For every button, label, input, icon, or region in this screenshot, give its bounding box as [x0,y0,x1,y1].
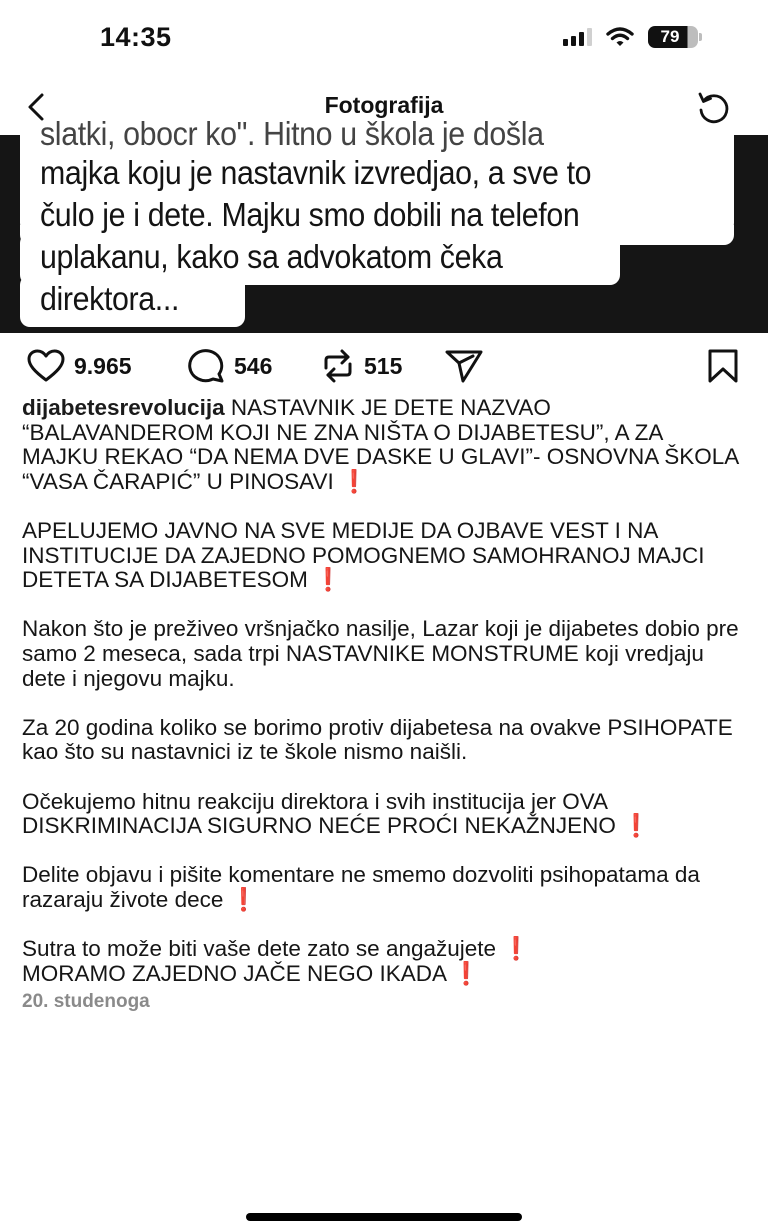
status-icons [563,26,702,48]
like-button[interactable] [26,343,132,389]
caption-paragraph [22,716,742,765]
battery-level: 79 [660,27,680,46]
signal-icon [563,28,592,46]
comment-button[interactable] [186,343,272,389]
home-indicator[interactable] [246,1213,522,1221]
action-bar [0,343,768,389]
exclamation-icon: ❗ [502,936,531,962]
username-link[interactable]: dijabetesrevolucija [22,395,225,420]
exclamation-icon: ❗ [314,567,343,593]
caption-text: NASTAVNIK JE DETE NAZVAO “BALAVANDEROM KOJI NE ZNA NIŠTA O DIJABETESU”, A ZA MAJKU REKAO “DA NEMA DVE DASKE U GLAVI”- OSNOVNA ŠKOLA “VASA ČARAPIĆ” U PINOSAVI [22,395,739,494]
caption-paragraph [22,863,742,912]
caption-paragraph [22,790,742,839]
like-count: 9.965 [74,352,132,379]
battery-icon [648,26,702,48]
comment-count: 546 [234,352,273,379]
status-bar [0,0,768,80]
caption-text: Očekujemo hitnu reakciju direktora i svih institucija jer OVA DISKRIMINACIJA SIGURNO NEĆE PROĆI NEKAŽNJENO [22,788,616,839]
story-text-line: direktora... [40,280,180,317]
heart-icon [26,349,66,383]
repost-icon [320,346,356,386]
exclamation-icon: ❗ [622,813,651,839]
share-icon [444,348,484,384]
refresh-icon[interactable] [694,88,734,128]
caption-text: Sutra to može biti vaše dete zato se angažujete [22,936,497,962]
exclamation-icon: ❗ [452,960,481,986]
story-text-line: uplakanu, kako sa advokatom čeka [40,238,503,275]
caption-text: MORAMO ZAJEDNO JAČE NEGO IKADA [22,960,446,986]
comment-icon [186,348,226,384]
caption-paragraph [22,519,742,593]
bookmark-icon[interactable] [706,349,740,383]
story-text-line: čulo je i dete. Majku smo dobili na telefon [40,196,580,233]
caption-paragraph [22,396,742,494]
caption-text: Nakon što je preživeo vršnjačko nasilje, Lazar koji je dijabetes dobio pre samo 2 meseca, sada trpi NASTAVNIKE MONSTRUME koji vredjaju dete i njegovu majku. [22,616,739,691]
caption-paragraph [22,617,742,691]
share-button[interactable] [444,343,484,389]
caption-paragraph [22,937,742,986]
exclamation-icon: ❗ [340,468,369,494]
repost-count: 515 [364,352,403,379]
repost-button[interactable] [320,343,402,389]
wifi-icon [606,27,634,47]
post-image[interactable] [0,115,768,333]
caption-text: Za 20 godina koliko se borimo protiv dijabetesa na ovakve PSIHOPATE kao što su nastavnici iz te škole nismo naišli. [22,714,733,765]
status-time: 14:35 [100,22,172,52]
post-caption [22,396,742,1015]
post-date: 20. studenoga [22,991,150,1013]
caption-text: APELUJEMO JAVNO NA SVE MEDIJE DA OJBAVE VEST I NA INSTITUCIJE DA ZAJEDNO POMOGNEMO SAMOHRANOJ MAJCI DETETA SA DIJABETESOM [22,517,705,593]
caption-text: Delite objavu i pišite komentare ne smemo dozvoliti psihopatama da razaraju živote dece [22,862,700,912]
story-text-line: majka koju je nastavnik izvredjao, a sve to [40,154,592,191]
exclamation-icon: ❗ [229,886,258,912]
story-text-line: slatki, obocr ko". Hitno u škola je došla [40,115,544,152]
page-title: Fotografija [324,92,444,118]
